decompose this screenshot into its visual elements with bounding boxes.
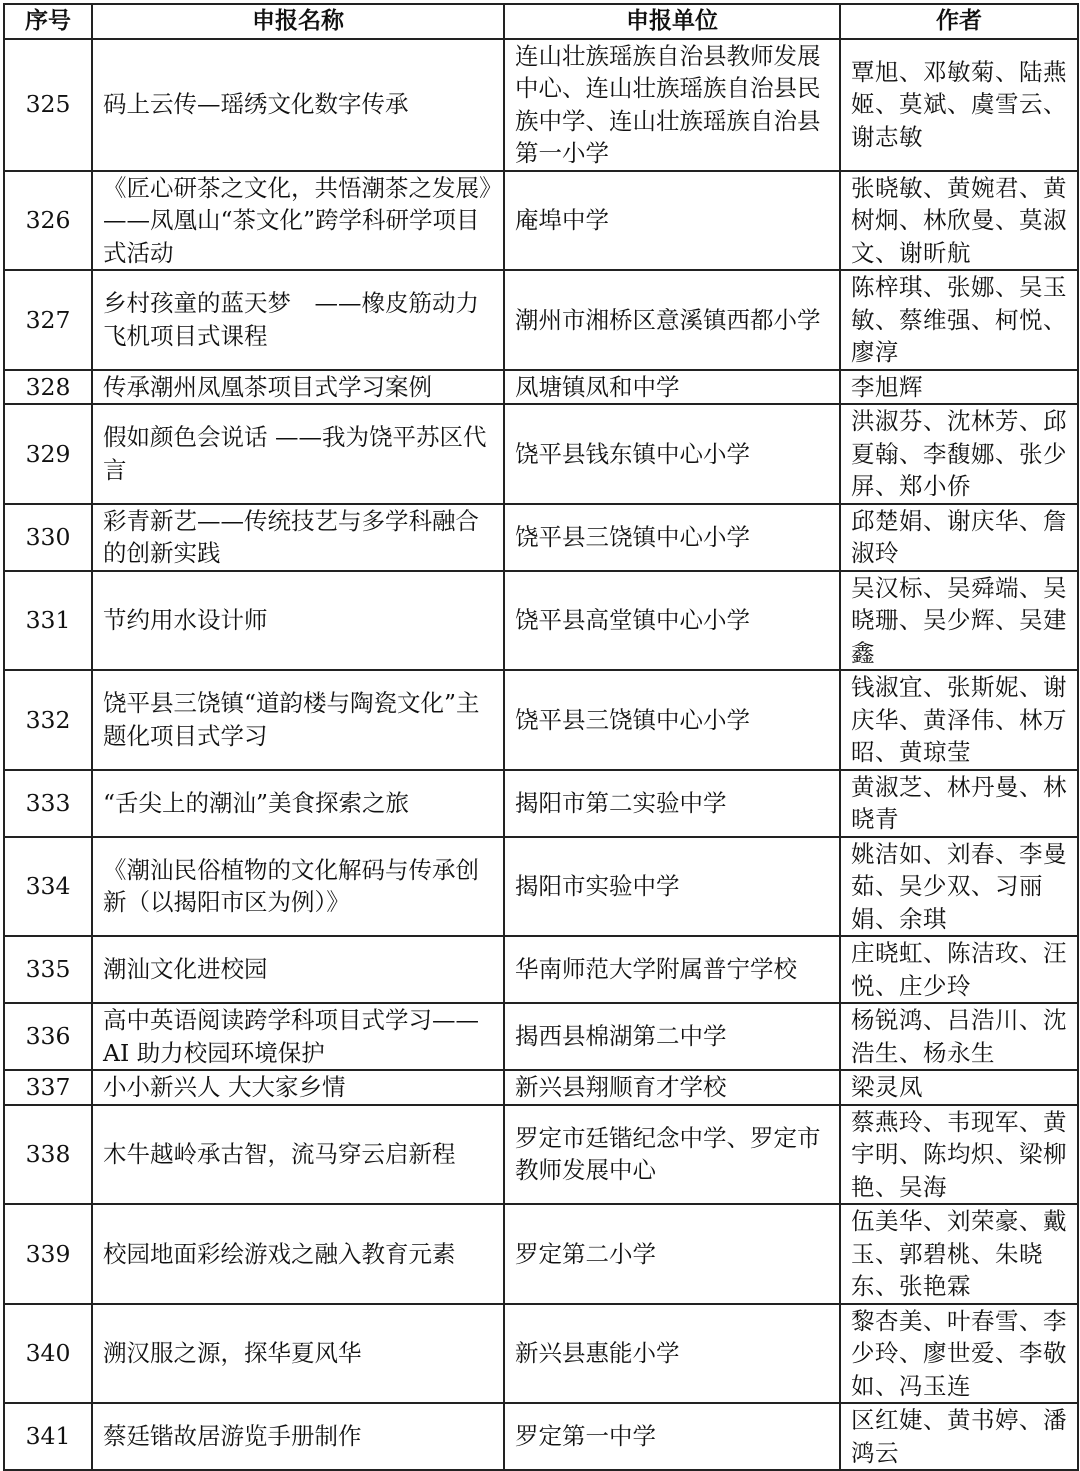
cell-serial-number: 341: [4, 1403, 92, 1470]
cell-applicant-unit: 罗定第一中学: [504, 1403, 840, 1470]
cell-serial-number: 333: [4, 770, 92, 837]
cell-authors: 杨锐鸿、吕浩川、沈浩生、杨永生: [840, 1003, 1078, 1070]
header-project-name: 申报名称: [92, 4, 504, 39]
cell-project-name: 乡村孩童的蓝天梦 ——橡皮筋动力飞机项目式课程: [92, 270, 504, 370]
cell-project-name: 小小新兴人 大大家乡情: [92, 1070, 504, 1105]
cell-authors: 钱淑宜、张斯妮、谢庆华、黄泽伟、林万昭、黄琼莹: [840, 670, 1078, 770]
table-row: [4, 1204, 1078, 1304]
cell-project-name: 高中英语阅读跨学科项目式学习——AI 助力校园环境保护: [92, 1003, 504, 1070]
cell-authors: 陈梓琪、张娜、吴玉敏、蔡维强、柯悦、廖淳: [840, 270, 1078, 370]
cell-authors: 李旭辉: [840, 370, 1078, 405]
cell-serial-number: 337: [4, 1070, 92, 1105]
table-row: [4, 1403, 1078, 1470]
cell-serial-number: 336: [4, 1003, 92, 1070]
header-row: [4, 4, 1078, 39]
cell-authors: 邱楚娟、谢庆华、詹淑玲: [840, 504, 1078, 571]
table-row: [4, 571, 1078, 671]
cell-project-name: 校园地面彩绘游戏之融入教育元素: [92, 1204, 504, 1304]
cell-applicant-unit: 潮州市湘桥区意溪镇西都小学: [504, 270, 840, 370]
header-authors: 作者: [840, 4, 1078, 39]
cell-applicant-unit: 饶平县高堂镇中心小学: [504, 571, 840, 671]
cell-authors: 洪淑芬、沈林芳、邱夏翰、李馥娜、张少屏、郑小侨: [840, 404, 1078, 504]
cell-serial-number: 339: [4, 1204, 92, 1304]
table-row: [4, 1070, 1078, 1105]
cell-applicant-unit: 庵埠中学: [504, 171, 840, 271]
cell-applicant-unit: 饶平县三饶镇中心小学: [504, 670, 840, 770]
cell-applicant-unit: 揭阳市第二实验中学: [504, 770, 840, 837]
cell-authors: 庄晓虹、陈洁玫、汪悦、庄少玲: [840, 936, 1078, 1003]
table-row: [4, 837, 1078, 937]
awards-table: [3, 3, 1079, 1471]
cell-project-name: 溯汉服之源，探华夏风华: [92, 1304, 504, 1404]
cell-project-name: 蔡廷锴故居游览手册制作: [92, 1403, 504, 1470]
table-row: [4, 39, 1078, 171]
cell-serial-number: 325: [4, 39, 92, 171]
cell-serial-number: 327: [4, 270, 92, 370]
cell-project-name: 潮汕文化进校园: [92, 936, 504, 1003]
cell-applicant-unit: 饶平县三饶镇中心小学: [504, 504, 840, 571]
cell-applicant-unit: 连山壮族瑶族自治县教师发展中心、连山壮族瑶族自治县民族中学、连山壮族瑶族自治县第一小学: [504, 39, 840, 171]
cell-applicant-unit: 罗定第二小学: [504, 1204, 840, 1304]
cell-applicant-unit: 罗定市廷锴纪念中学、罗定市教师发展中心: [504, 1105, 840, 1205]
table-body: [4, 39, 1078, 1471]
cell-authors: 张晓敏、黄婉君、黄树炯、林欣曼、莫淑文、谢昕航: [840, 171, 1078, 271]
cell-serial-number: 326: [4, 171, 92, 271]
cell-applicant-unit: 凤塘镇凤和中学: [504, 370, 840, 405]
table-row: [4, 504, 1078, 571]
cell-serial-number: 338: [4, 1105, 92, 1205]
table-row: [4, 370, 1078, 405]
cell-applicant-unit: 新兴县惠能小学: [504, 1304, 840, 1404]
table-row: [4, 270, 1078, 370]
cell-serial-number: 331: [4, 571, 92, 671]
cell-applicant-unit: 揭西县棉湖第二中学: [504, 1003, 840, 1070]
table-row: [4, 404, 1078, 504]
cell-applicant-unit: 华南师范大学附属普宁学校: [504, 936, 840, 1003]
cell-serial-number: 328: [4, 370, 92, 405]
table-row: [4, 1304, 1078, 1404]
table-row: [4, 670, 1078, 770]
cell-project-name: 假如颜色会说话 ——我为饶平苏区代言: [92, 404, 504, 504]
cell-authors: 黄淑芝、林丹曼、林晓青: [840, 770, 1078, 837]
table-row: [4, 936, 1078, 1003]
table-row: [4, 1003, 1078, 1070]
table-header: [4, 4, 1078, 39]
table-row: [4, 171, 1078, 271]
cell-project-name: 饶平县三饶镇“道韵楼与陶瓷文化”主题化项目式学习: [92, 670, 504, 770]
cell-applicant-unit: 饶平县钱东镇中心小学: [504, 404, 840, 504]
cell-authors: 伍美华、刘荣豪、戴玉、郭碧桃、朱晓东、张艳霖: [840, 1204, 1078, 1304]
cell-serial-number: 334: [4, 837, 92, 937]
cell-applicant-unit: 揭阳市实验中学: [504, 837, 840, 937]
cell-authors: 蔡燕玲、韦现军、黄宇明、陈均炽、梁柳艳、吴海: [840, 1105, 1078, 1205]
cell-serial-number: 335: [4, 936, 92, 1003]
cell-serial-number: 330: [4, 504, 92, 571]
header-serial-number: 序号: [4, 4, 92, 39]
cell-authors: 吴汉标、吴舜端、吴晓珊、吴少辉、吴建鑫: [840, 571, 1078, 671]
table-row: [4, 770, 1078, 837]
cell-serial-number: 340: [4, 1304, 92, 1404]
table-row: [4, 1105, 1078, 1205]
cell-project-name: “舌尖上的潮汕”美食探索之旅: [92, 770, 504, 837]
cell-authors: 区红婕、黄书婷、潘鸿云: [840, 1403, 1078, 1470]
cell-project-name: 传承潮州凤凰茶项目式学习案例: [92, 370, 504, 405]
cell-project-name: 《潮汕民俗植物的文化解码与传承创新（以揭阳市区为例）》: [92, 837, 504, 937]
cell-authors: 黎杏美、叶春雪、李少玲、廖世爱、李敬如、冯玉连: [840, 1304, 1078, 1404]
cell-authors: 姚洁如、刘春、李曼茹、吴少双、习丽娟、余琪: [840, 837, 1078, 937]
header-applicant-unit: 申报单位: [504, 4, 840, 39]
cell-project-name: 《匠心研茶之文化，共悟潮茶之发展》——凤凰山“茶文化”跨学科研学项目式活动: [92, 171, 504, 271]
cell-project-name: 木牛越岭承古智，流马穿云启新程: [92, 1105, 504, 1205]
cell-project-name: 节约用水设计师: [92, 571, 504, 671]
cell-project-name: 码上云传—瑶绣文化数字传承: [92, 39, 504, 171]
cell-applicant-unit: 新兴县翔顺育才学校: [504, 1070, 840, 1105]
cell-serial-number: 329: [4, 404, 92, 504]
cell-serial-number: 332: [4, 670, 92, 770]
cell-project-name: 彩青新艺——传统技艺与多学科融合的创新实践: [92, 504, 504, 571]
cell-authors: 梁灵凤: [840, 1070, 1078, 1105]
cell-authors: 覃旭、邓敏菊、陆燕姬、莫斌、虞雪云、谢志敏: [840, 39, 1078, 171]
